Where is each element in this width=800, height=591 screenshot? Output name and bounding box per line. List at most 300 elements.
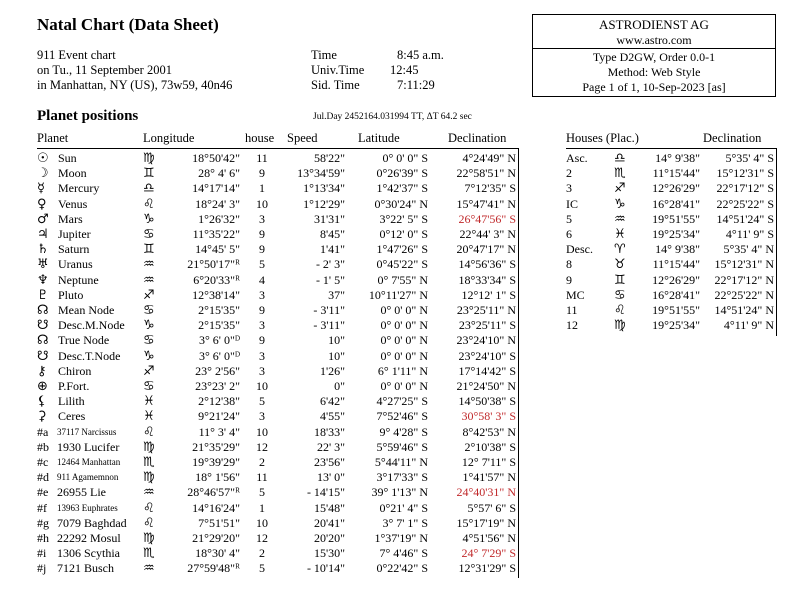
house-name: 6 <box>566 227 572 241</box>
planet-symbol-icon: ♄ <box>37 242 49 257</box>
longitude-value: 23° 2'56" <box>195 364 240 378</box>
speed-value: 31'31" <box>313 212 345 226</box>
speed-value: 58'22" <box>313 151 345 165</box>
declination-value: 4°51'56" N <box>462 531 516 545</box>
planet-name: Venus <box>58 197 88 211</box>
latitude-value: 39° 1'13" N <box>371 485 428 499</box>
zodiac-sign-icon: ♒ <box>143 561 155 576</box>
longitude-value: 27°59'48"ᴿ <box>187 561 240 575</box>
speed-value: - 1' 5" <box>315 273 345 287</box>
latitude-value: 5°44'11" N <box>374 455 428 469</box>
company-website: www.astro.com <box>616 33 692 47</box>
house-value: 3 <box>259 364 265 378</box>
zodiac-sign-icon: ♍ <box>143 531 155 546</box>
speed-value: 18'33" <box>313 425 345 439</box>
latitude-value: 10°11'27" N <box>368 288 428 302</box>
declination-value: 23°24'10" N <box>456 333 516 347</box>
zodiac-sign-icon: ♑ <box>614 197 626 212</box>
planet-name: Chiron <box>58 364 92 378</box>
zodiac-sign-icon: ♊ <box>614 273 626 288</box>
declination-value: 22°44' 3" N <box>459 227 516 241</box>
zodiac-sign-icon: ♓ <box>143 409 155 424</box>
declination-value: 17°14'42" S <box>458 364 516 378</box>
house-declination: 5°35' 4" N <box>723 242 774 256</box>
planet-symbol-icon: ♃ <box>37 227 49 242</box>
zodiac-sign-icon: ♒ <box>143 273 155 288</box>
house-declination: 14°51'24" N <box>714 303 774 317</box>
zodiac-sign-icon: ♐ <box>143 288 155 303</box>
planet-name: Moon <box>58 166 87 180</box>
sid-time-value: 7:11:29 <box>397 78 435 92</box>
declination-value: 23°25'11" S <box>458 318 516 332</box>
latitude-value: 0°22'42" S <box>376 561 428 575</box>
declination-value: 15°17'19" N <box>456 516 516 530</box>
longitude-value: 19°39'29" <box>192 455 240 469</box>
declination-value: 12°31'29" S <box>458 561 516 575</box>
latitude-value: 7°52'46" S <box>376 409 428 423</box>
speed-value: 8'45" <box>319 227 345 241</box>
zodiac-sign-icon: ♒ <box>143 485 155 500</box>
house-value: 5 <box>259 485 265 499</box>
house-name: 11 <box>566 303 578 317</box>
latitude-value: 0°21' 4" S <box>379 501 428 515</box>
planet-name: Ceres <box>58 409 86 423</box>
zodiac-sign-icon: ♏ <box>143 455 155 470</box>
house-declination: 22°25'22" S <box>716 197 774 211</box>
house-value: 10 <box>256 425 268 439</box>
house-longitude: 12°26'29" <box>652 273 700 287</box>
zodiac-sign-icon: ♋ <box>143 379 155 394</box>
speed-value: 6'42" <box>319 394 345 408</box>
asteroid-code: #f <box>37 501 47 515</box>
house-name: 3 <box>566 181 572 195</box>
latitude-value: 0°26'39" S <box>376 166 428 180</box>
house-value: 10 <box>256 379 268 393</box>
planet-name: Desc.T.Node <box>58 349 121 363</box>
zodiac-sign-icon: ♍ <box>143 440 155 455</box>
house-value: 12 <box>256 440 268 454</box>
planets-right-rule <box>518 148 519 578</box>
house-name: 2 <box>566 166 572 180</box>
astrodienst-infobox <box>532 14 776 97</box>
page-info: Page 1 of 1, 10-Sep-2023 [as] <box>582 80 726 94</box>
longitude-value: 21°29'20" <box>192 531 240 545</box>
planet-symbol-icon: ⊕ <box>37 379 48 394</box>
longitude-value: 6°20'33"ᴿ <box>193 273 240 287</box>
speed-value: 23'56" <box>313 455 345 469</box>
speed-value: - 14'15" <box>306 485 345 499</box>
planet-name: 1306 Scythia <box>57 546 120 560</box>
latitude-value: 3°17'33" S <box>376 470 428 484</box>
house-value: 3 <box>259 212 265 226</box>
zodiac-sign-icon: ♎ <box>614 151 626 166</box>
asteroid-code: #d <box>37 470 49 484</box>
planet-name: Mercury <box>58 181 100 195</box>
declination-value: 20°47'17" N <box>456 242 516 256</box>
speed-value: 13°34'59" <box>297 166 345 180</box>
house-name: Asc. <box>566 151 588 165</box>
zodiac-sign-icon: ♐ <box>614 181 626 196</box>
zodiac-sign-icon: ♏ <box>143 546 155 561</box>
house-value: 9 <box>259 303 265 317</box>
house-name: IC <box>566 197 578 211</box>
zodiac-sign-icon: ♑ <box>143 212 155 227</box>
house-declination: 15°12'31" S <box>716 166 774 180</box>
planet-name: Sun <box>58 151 77 165</box>
planet-name: Mean Node <box>58 303 115 317</box>
longitude-value: 14°17'14" <box>192 181 240 195</box>
zodiac-sign-icon: ♓ <box>143 394 155 409</box>
zodiac-sign-icon: ♋ <box>143 303 155 318</box>
declination-value: 12°12' 1" S <box>461 288 516 302</box>
declination-value: 14°50'38" S <box>458 394 516 408</box>
planet-symbol-icon: ♂ <box>37 212 49 227</box>
house-value: 1 <box>259 501 265 515</box>
latitude-value: 1°37'19" N <box>374 531 428 545</box>
zodiac-sign-icon: ♌ <box>143 516 155 531</box>
univ-time-value: 12:45 <box>390 63 419 77</box>
event-location: in Manhattan, NY (US), 73w59, 40n46 <box>37 78 233 92</box>
house-value: 9 <box>259 242 265 256</box>
zodiac-sign-icon: ♉ <box>614 257 626 272</box>
speed-value: 20'20" <box>313 531 345 545</box>
time-value: 8:45 a.m. <box>397 48 444 62</box>
speed-value: 0" <box>334 379 345 393</box>
planet-name: True Node <box>58 333 110 347</box>
planet-symbol-icon: ☉ <box>37 151 49 166</box>
houses-header-rule <box>566 148 776 149</box>
zodiac-sign-icon: ♍ <box>614 318 626 333</box>
declination-value: 23°24'10" S <box>458 349 516 363</box>
house-value: 9 <box>259 227 265 241</box>
planet-name: Desc.M.Node <box>58 318 125 332</box>
declination-value: 4°24'49" N <box>462 151 516 165</box>
longitude-value: 2°15'35" <box>198 318 240 332</box>
house-longitude: 16°28'41" <box>652 288 700 302</box>
zodiac-sign-icon: ♌ <box>143 425 155 440</box>
house-declination: 22°17'12" S <box>716 181 774 195</box>
declination-value: 24°40'31" N <box>456 485 516 499</box>
longitude-value: 28°46'57"ᴿ <box>187 485 240 499</box>
house-value: 5 <box>259 257 265 271</box>
house-value: 3 <box>259 318 265 332</box>
declination-value: 18°33'34" S <box>458 273 516 287</box>
planets-header-rule <box>37 148 518 149</box>
latitude-value: 4°27'25" S <box>376 394 428 408</box>
zodiac-sign-icon: ♌ <box>143 501 155 516</box>
zodiac-sign-icon: ♌ <box>614 303 626 318</box>
planet-name: 22292 Mosul <box>57 531 121 545</box>
planet-name: 7121 Busch <box>57 561 114 575</box>
latitude-value: 0°30'24" N <box>374 197 428 211</box>
houses-right-rule <box>776 148 777 336</box>
speed-value: 4'55" <box>319 409 345 423</box>
declination-value: 30°58' 3" S <box>461 409 516 423</box>
zodiac-sign-icon: ♎ <box>143 181 155 196</box>
planet-symbol-icon: ♀ <box>37 197 47 212</box>
house-longitude: 19°25'34" <box>652 227 700 241</box>
longitude-value: 21°35'29" <box>192 440 240 454</box>
planet-symbol-icon: ☋ <box>37 349 49 364</box>
col-latitude-header: Latitude <box>358 131 400 145</box>
company-name: ASTRODIENST AG <box>599 17 709 32</box>
planet-name: 911 Agamemnon <box>57 472 119 482</box>
house-value: 1 <box>259 181 265 195</box>
longitude-value: 21°50'17"ᴿ <box>187 257 240 271</box>
planet-name: 13963 Euphrates <box>57 503 118 513</box>
declination-value: 26°47'56" S <box>458 212 516 226</box>
longitude-value: 18°30' 4" <box>195 546 240 560</box>
house-longitude: 11°15'44" <box>652 166 700 180</box>
house-declination: 15°12'31" N <box>714 257 774 271</box>
latitude-value: 0° 0' 0" N <box>380 379 428 393</box>
speed-value: 22' 3" <box>316 440 345 454</box>
asteroid-code: #i <box>37 546 47 560</box>
house-value: 4 <box>259 273 265 287</box>
speed-value: - 2' 3" <box>315 257 345 271</box>
house-value: 12 <box>256 531 268 545</box>
planet-name: Jupiter <box>58 227 91 241</box>
house-value: 2 <box>259 546 265 560</box>
zodiac-sign-icon: ♋ <box>143 333 155 348</box>
planet-name: 37117 Narcissus <box>57 427 117 437</box>
zodiac-sign-icon: ♊ <box>143 166 155 181</box>
asteroid-code: #g <box>37 516 49 530</box>
asteroid-code: #c <box>37 455 49 469</box>
house-value: 10 <box>256 516 268 530</box>
longitude-value: 11° 3' 4" <box>198 425 240 439</box>
house-longitude: 19°51'55" <box>652 303 700 317</box>
zodiac-sign-icon: ♋ <box>614 288 626 303</box>
zodiac-sign-icon: ♋ <box>143 227 155 242</box>
planet-name: Lilith <box>58 394 85 408</box>
latitude-value: 0° 0' 0" N <box>380 349 428 363</box>
latitude-value: 0° 0' 0" N <box>380 303 428 317</box>
house-name: 8 <box>566 257 572 271</box>
latitude-value: 0° 0' 0" S <box>382 151 428 165</box>
house-value: 10 <box>256 197 268 211</box>
house-longitude: 12°26'29" <box>652 181 700 195</box>
col-house-header: house <box>245 131 275 145</box>
julian-day: Jul.Day 2452164.031994 TT, ΔT 64.2 sec <box>313 112 472 122</box>
longitude-value: 3° 6' 0"ᴰ <box>198 349 240 363</box>
speed-value: 10" <box>328 349 345 363</box>
speed-value: 1'26" <box>319 364 345 378</box>
speed-value: 13' 0" <box>316 470 345 484</box>
house-declination: 4°11' 9" S <box>725 227 774 241</box>
planet-name: Saturn <box>58 242 90 256</box>
declination-value: 5°57' 6" S <box>467 501 516 515</box>
planet-name: Pluto <box>58 288 84 302</box>
infobox-divider <box>533 48 775 49</box>
longitude-value: 14°16'24" <box>192 501 240 515</box>
page-title: Natal Chart (Data Sheet) <box>37 15 219 34</box>
planet-symbol-icon: ☊ <box>37 333 49 348</box>
planet-name: 1930 Lucifer <box>57 440 120 454</box>
planet-symbol-icon: ⚳ <box>37 409 47 424</box>
house-value: 9 <box>259 333 265 347</box>
chart-method: Method: Web Style <box>607 65 701 79</box>
house-declination: 4°11' 9" N <box>723 318 774 332</box>
planet-name: 12464 Manhattan <box>57 457 121 467</box>
house-longitude: 19°25'34" <box>652 318 700 332</box>
zodiac-sign-icon: ♒ <box>143 257 155 272</box>
house-declination: 22°25'22" N <box>714 288 774 302</box>
latitude-value: 1°42'37" S <box>376 181 428 195</box>
house-name: 12 <box>566 318 578 332</box>
speed-value: 15'30" <box>313 546 345 560</box>
planet-symbol-icon: ♆ <box>37 273 49 288</box>
latitude-value: 5°59'46" S <box>376 440 428 454</box>
longitude-value: 18°50'42" <box>192 151 240 165</box>
planet-symbol-icon: ☽ <box>37 166 49 181</box>
declination-value: 22°58'51" N <box>456 166 516 180</box>
col-houses-header: Houses (Plac.) <box>566 131 639 145</box>
latitude-value: 0° 7'55" N <box>377 273 428 287</box>
event-date: on Tu., 11 September 2001 <box>37 63 172 77</box>
planet-symbol-icon: ⚸ <box>37 394 47 409</box>
speed-value: 1'41" <box>319 242 345 256</box>
house-longitude: 14° 9'38" <box>655 242 700 256</box>
planet-symbol-icon: ☿ <box>37 181 45 196</box>
longitude-value: 18° 1'56" <box>195 470 240 484</box>
house-name: 9 <box>566 273 572 287</box>
house-name: Desc. <box>566 242 593 256</box>
planet-name: 26955 Lie <box>57 485 106 499</box>
col-planet-header: Planet <box>37 131 69 145</box>
speed-value: 1°13'34" <box>303 181 345 195</box>
event-name: 911 Event chart <box>37 48 116 62</box>
declination-value: 15°47'41" N <box>456 197 516 211</box>
zodiac-sign-icon: ♍ <box>143 151 155 166</box>
zodiac-sign-icon: ♐ <box>143 364 155 379</box>
col-speed-header: Speed <box>287 131 318 145</box>
sid-time-label: Sid. Time <box>311 78 360 92</box>
house-value: 11 <box>256 470 268 484</box>
house-declination: 22°17'12" N <box>714 273 774 287</box>
house-value: 5 <box>259 394 265 408</box>
latitude-value: 0° 0' 0" N <box>380 333 428 347</box>
speed-value: - 10'14" <box>306 561 345 575</box>
longitude-value: 2°12'38" <box>198 394 240 408</box>
declination-value: 21°24'50" N <box>456 379 516 393</box>
declination-value: 7°12'35" S <box>464 181 516 195</box>
speed-value: 1°12'29" <box>303 197 345 211</box>
declination-value: 2°10'38" S <box>464 440 516 454</box>
declination-value: 24° 7'29" S <box>461 546 516 560</box>
planet-name: 7079 Baghdad <box>57 516 127 530</box>
planet-name: Mars <box>58 212 83 226</box>
asteroid-code: #a <box>37 425 49 439</box>
time-label: Time <box>311 48 337 62</box>
col-declination-header: Declination <box>448 131 507 145</box>
longitude-value: 3° 6' 0"ᴰ <box>198 333 240 347</box>
longitude-value: 9°21'24" <box>198 409 240 423</box>
speed-value: - 3'11" <box>313 303 345 317</box>
asteroid-code: #b <box>37 440 49 454</box>
planet-symbol-icon: ⚷ <box>37 364 47 379</box>
planet-symbol-icon: ♇ <box>37 288 49 303</box>
longitude-value: 23°23' 2" <box>195 379 240 393</box>
longitude-value: 11°35'22" <box>192 227 240 241</box>
asteroid-code: #e <box>37 485 49 499</box>
house-longitude: 14° 9'38" <box>655 151 700 165</box>
house-longitude: 11°15'44" <box>652 257 700 271</box>
house-declination: 14°51'24" S <box>716 212 774 226</box>
longitude-value: 14°45' 5" <box>195 242 240 256</box>
house-name: 5 <box>566 212 572 226</box>
planet-name: Uranus <box>58 257 93 271</box>
latitude-value: 6° 1'11" N <box>377 364 428 378</box>
declination-value: 23°25'11" N <box>456 303 516 317</box>
declination-value: 1°41'57" N <box>462 470 516 484</box>
latitude-value: 0° 0' 0" N <box>380 318 428 332</box>
zodiac-sign-icon: ♌ <box>143 197 155 212</box>
speed-value: - 3'11" <box>313 318 345 332</box>
house-value: 3 <box>259 288 265 302</box>
latitude-value: 0°12' 0" S <box>379 227 428 241</box>
zodiac-sign-icon: ♑ <box>143 349 155 364</box>
declination-value: 12° 7'11" S <box>461 455 516 469</box>
longitude-value: 1°26'32" <box>198 212 240 226</box>
asteroid-code: #h <box>37 531 49 545</box>
latitude-value: 9° 4'28" S <box>379 425 428 439</box>
longitude-value: 12°38'14" <box>192 288 240 302</box>
speed-value: 37" <box>328 288 345 302</box>
zodiac-sign-icon: ♑ <box>143 318 155 333</box>
house-value: 11 <box>256 151 268 165</box>
asteroid-code: #j <box>37 561 47 575</box>
house-name: MC <box>566 288 585 302</box>
house-declination: 5°35' 4" S <box>725 151 774 165</box>
declination-value: 8°42'53" N <box>462 425 516 439</box>
house-value: 2 <box>259 455 265 469</box>
longitude-value: 7°51'51" <box>198 516 240 530</box>
planet-name: Neptune <box>58 273 99 287</box>
planet-symbol-icon: ♅ <box>37 257 49 272</box>
longitude-value: 2°15'35" <box>198 303 240 317</box>
latitude-value: 3° 7' 1" S <box>382 516 428 530</box>
latitude-value: 3°22' 5" S <box>379 212 428 226</box>
planet-name: P.Fort. <box>58 379 90 393</box>
house-longitude: 19°51'55" <box>652 212 700 226</box>
planet-symbol-icon: ☋ <box>37 318 49 333</box>
longitude-value: 28° 4' 6" <box>198 166 240 180</box>
latitude-value: 7° 4'46" S <box>379 546 428 560</box>
planet-symbol-icon: ☊ <box>37 303 49 318</box>
house-longitude: 16°28'41" <box>652 197 700 211</box>
house-value: 3 <box>259 349 265 363</box>
zodiac-sign-icon: ♍ <box>143 470 155 485</box>
planet-positions-title: Planet positions <box>37 108 139 124</box>
house-value: 3 <box>259 409 265 423</box>
zodiac-sign-icon: ♒ <box>614 212 626 227</box>
declination-value: 14°56'36" S <box>458 257 516 271</box>
col-longitude-header: Longitude <box>143 131 195 145</box>
longitude-value: 18°24' 3" <box>195 197 240 211</box>
zodiac-sign-icon: ♏ <box>614 166 626 181</box>
speed-value: 10" <box>328 333 345 347</box>
speed-value: 20'41" <box>313 516 345 530</box>
zodiac-sign-icon: ♊ <box>143 242 155 257</box>
chart-type: Type D2GW, Order 0.0-1 <box>592 50 716 64</box>
house-value: 9 <box>259 166 265 180</box>
latitude-value: 1°47'26" S <box>376 242 428 256</box>
latitude-value: 0°45'22" S <box>376 257 428 271</box>
col-house-declination-header: Declination <box>703 131 762 145</box>
zodiac-sign-icon: ♈ <box>614 242 626 257</box>
speed-value: 15'48" <box>313 501 345 515</box>
